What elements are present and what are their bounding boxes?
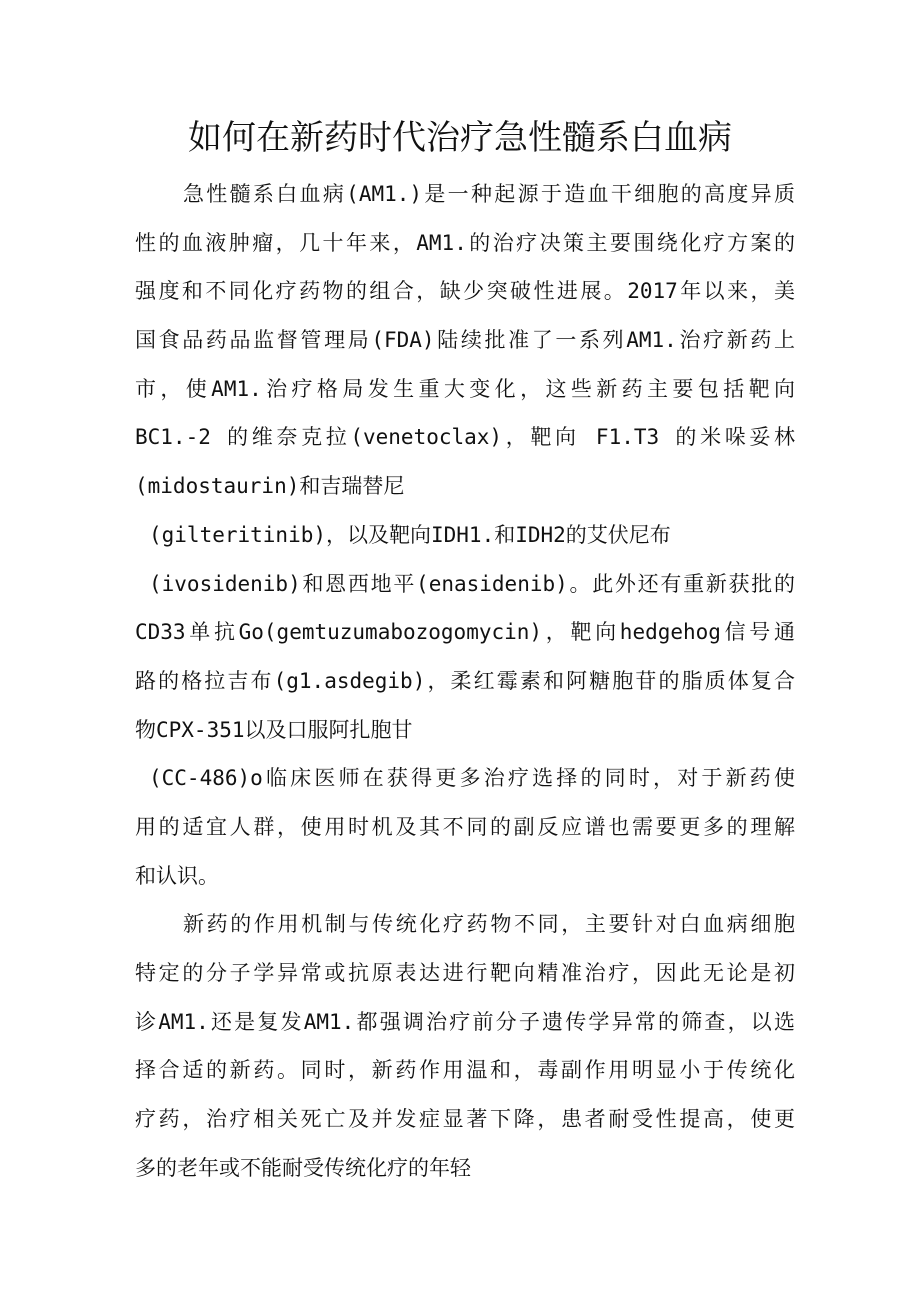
- paragraph-1-line-4: 国食品药品监督管理局(FDA)陆续批准了一系列AM1.治疗新药上: [135, 328, 795, 353]
- paragraph-1-line-12: 物CPX-351以及口服阿扎胞甘: [135, 717, 413, 742]
- paragraph-1-line-3: 强度和不同化疗药物的组合，缺少突破性进展。2017年以来，美: [135, 279, 795, 304]
- paragraph-1-line-8: (gilteritinib)，以及靶向IDH1.和IDH2的艾伏尼布: [149, 522, 671, 547]
- document-body: [135, 170, 795, 1192]
- paragraph-1-line-10: CD33单抗Go(gemtuzumabozogomycin)，靶向hedgehog信号通: [135, 620, 795, 645]
- paragraph-1-line-15: 和认识。: [135, 863, 219, 888]
- paragraph-1-line-11: 路的格拉吉布(g1.asdegib)，柔红霉素和阿糖胞苷的脂质体复合: [135, 668, 795, 693]
- paragraph-2-line-5: 疗药，治疗相关死亡及并发症显著下降，患者耐受性提高，使更: [135, 1107, 795, 1132]
- paragraph-2-line-4: 择合适的新药。同时，新药作用温和，毒副作用明显小于传统化: [135, 1058, 795, 1083]
- paragraph-1-line-1: 急性髓系白血病(AM1.)是一种起源于造血干细胞的高度异质: [183, 182, 795, 206]
- paragraph-1-line-9: (ivosidenib)和恩西地平(enasidenib)。此外还有重新获批的: [149, 571, 795, 596]
- document-title: 如何在新药时代治疗急性髓系白血病: [188, 118, 732, 158]
- paragraph-1-line-13: (CC-486)o临床医师在获得更多治疗选择的同时，对于新药使: [149, 766, 795, 791]
- paragraph-2-line-2: 特定的分子学异常或抗原表达进行靶向精准治疗，因此无论是初: [135, 961, 795, 985]
- paragraph-2-line-3: 诊AM1.还是复发AM1.都强调治疗前分子遗传学异常的筛查，以选: [135, 1009, 795, 1034]
- paragraph-1-line-5: 市，使AM1.治疗格局发生重大变化，这些新药主要包括靶向: [135, 376, 795, 401]
- paragraph-1-line-2: 性的血液肿瘤，几十年来，AM1.的治疗决策主要围绕化疗方案的: [135, 230, 795, 255]
- paragraph-2-line-6: 多的老年或不能耐受传统化疗的年轻: [135, 1155, 471, 1180]
- paragraph-2-line-1: 新药的作用机制与传统化疗药物不同，主要针对白血病细胞: [183, 912, 795, 937]
- paragraph-1-line-7: (midostaurin)和吉瑞替尼: [135, 474, 405, 499]
- paragraph-1-line-14: 用的适宜人群，使用时机及其不同的副反应谱也需要更多的理解: [135, 814, 795, 839]
- paragraph-1-line-6: BC1.-2 的维奈克拉(venetoclax)，靶向 F1.T3 的米哚妥林: [135, 425, 795, 450]
